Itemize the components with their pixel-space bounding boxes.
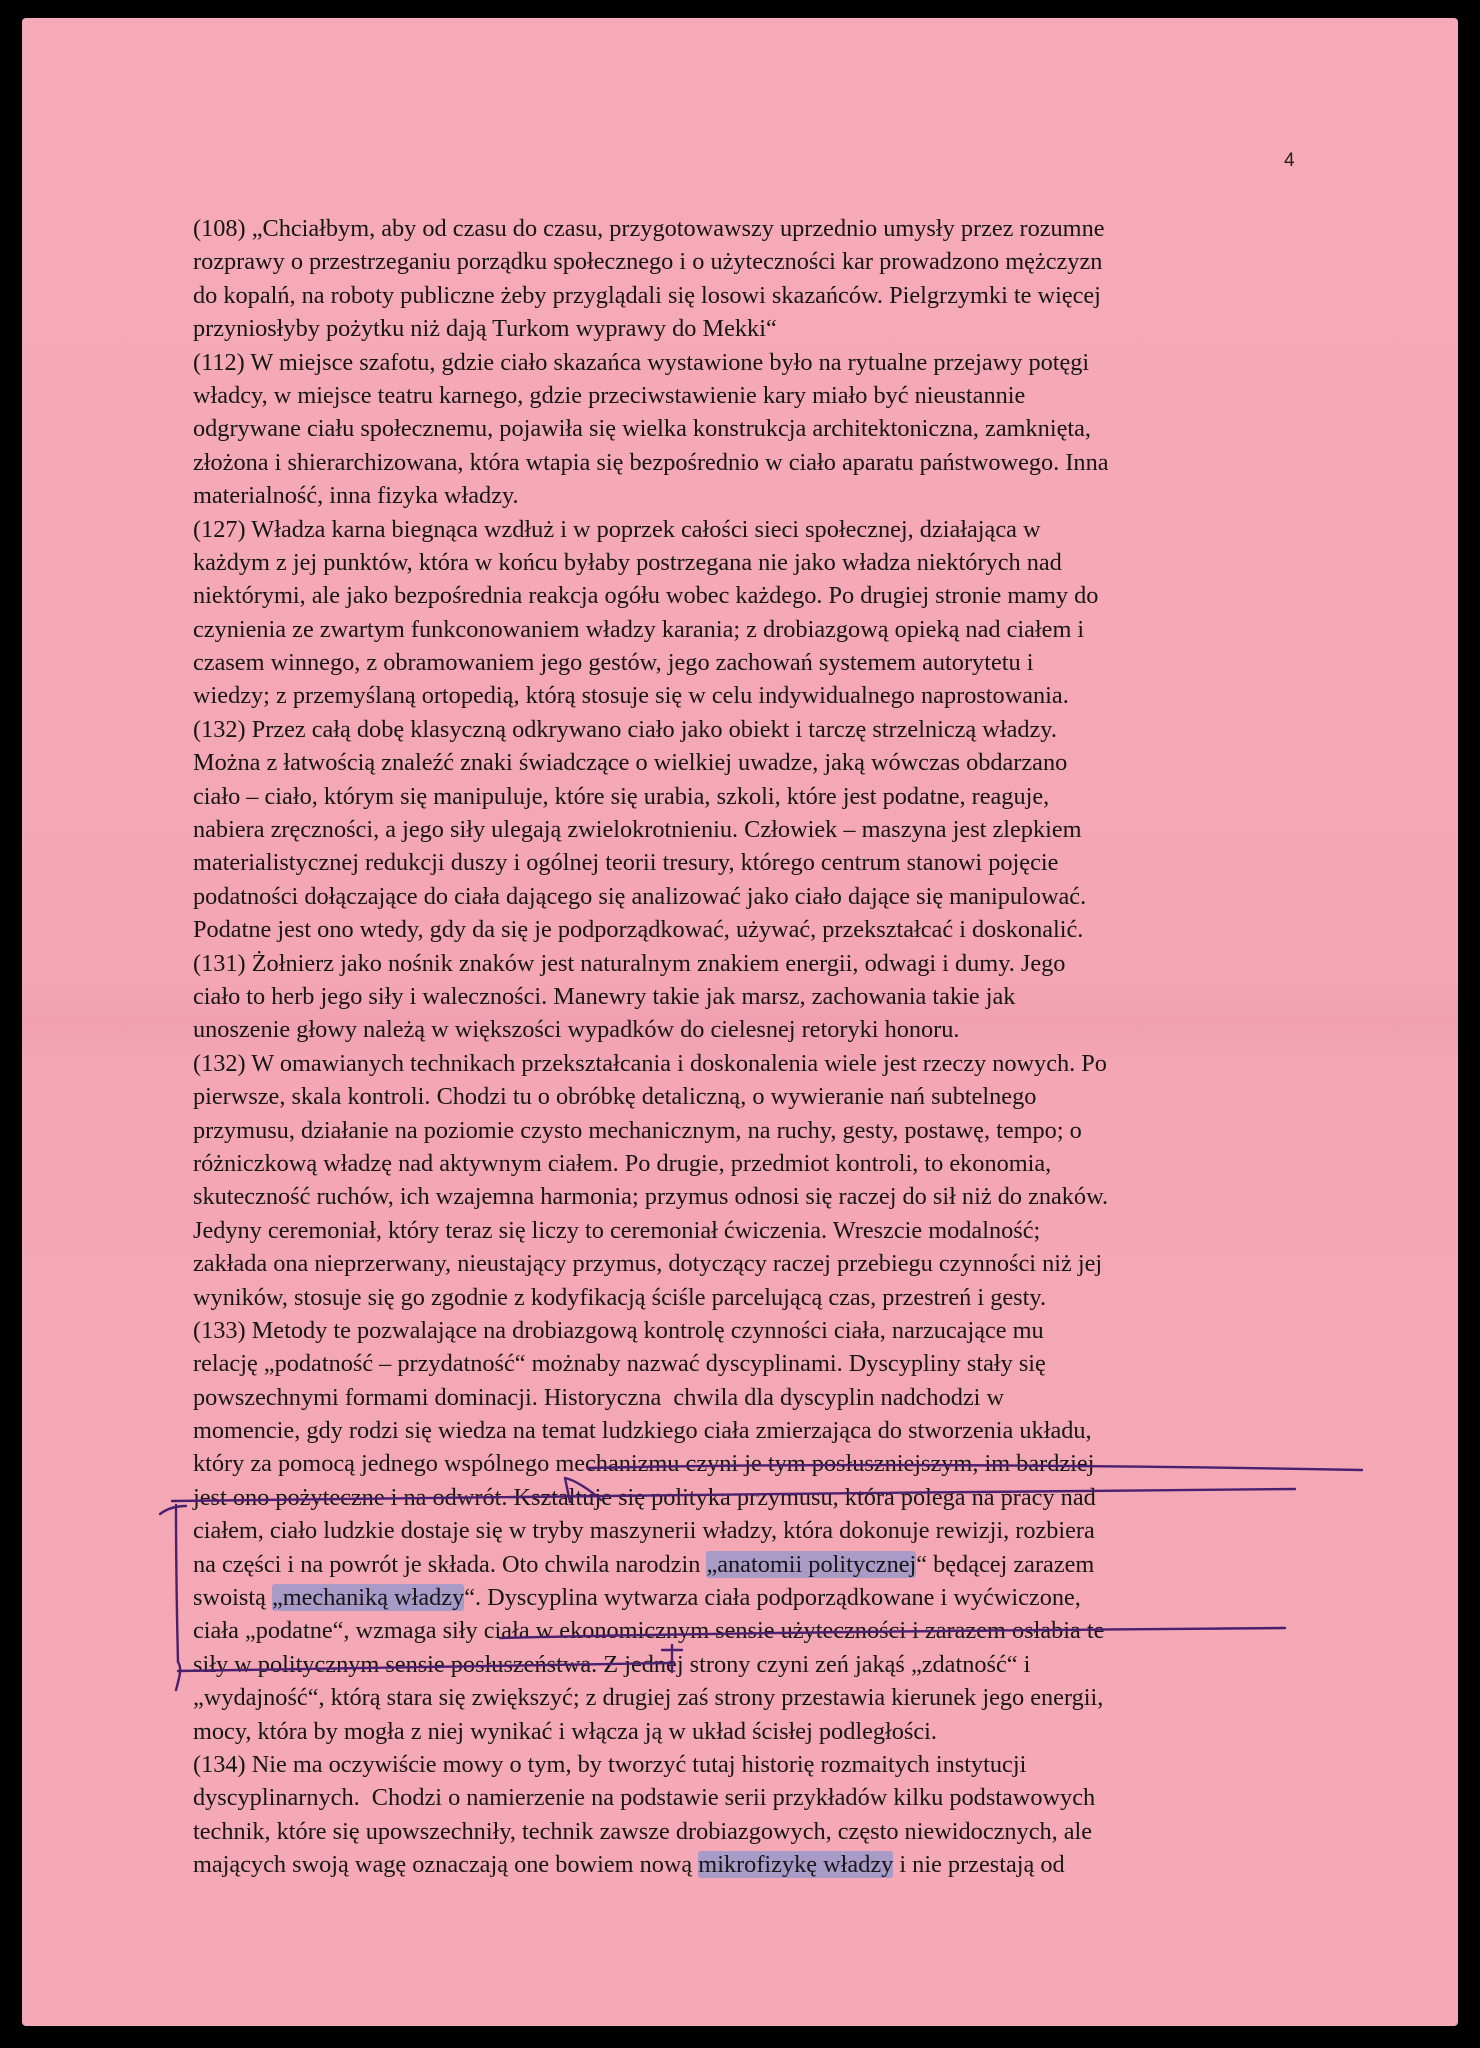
text-line: (134) Nie ma oczywiście mowy o tym, by tworzyć tutaj historię rozmaitych instytucji [193, 1750, 1027, 1778]
text-line: nabiera zręczności, a jego siły ulegają zwielokrotnieniu. Człowiek – maszyna jest zlepkiem [193, 816, 1082, 844]
text-line: przymusu, działanie na poziomie czysto mechanicznym, na ruchy, gesty, postawę, tempo; o [193, 1116, 1082, 1144]
text-segment: mających swoją wagę oznaczają one bowiem nową [193, 1851, 699, 1879]
text-line: ciałem, ciało ludzkie dostaje się w tryby maszynerii władzy, która dokonuje rewizji, rozbiera [193, 1517, 1095, 1545]
text-line: materialistycznej redukcji duszy i ogólnej teorii tresury, którego centrum stanowi pojęcie [193, 849, 1059, 877]
text-line: wiedzy; z przemyślaną ortopedią, którą stosuje się w celu indywidualnego naprostowania. [193, 682, 1069, 710]
text-line: (127) Władza karna biegnąca wzdłuż i w poprzek całości sieci społecznej, działająca w [193, 515, 1041, 543]
text-line: skuteczność ruchów, ich wzajemna harmonia; przymus odnosi się raczej do sił niż do znaków. [193, 1183, 1109, 1211]
document-body [193, 212, 1323, 1882]
text-segment: na części i na powrót je składa. Oto chwila narodzin [193, 1550, 707, 1578]
text-line: czynienia ze zwartym funkconowaniem władzy karania; z drobiazgową opieką nad ciałem i [193, 615, 1085, 643]
text-line: złożona i shierarchizowana, która wtapia się bezpośrednio w ciało aparatu państwowego. Inna [193, 448, 1109, 476]
text-line: zakłada ona nieprzerwany, nieustający przymus, dotyczący raczej przebiegu czynności niż jej [193, 1250, 1103, 1278]
paragraph-108 [193, 212, 1323, 346]
text-line: materialność, inna fizyka władzy. [193, 482, 519, 510]
text-line: władcy, w miejsce teatru karnego, gdzie przeciwstawienie kary miało być nieustannie [193, 381, 1026, 409]
text-line: Podatne jest ono wtedy, gdy da się je podporządkować, używać, przekształcać i doskonalić. [193, 916, 1084, 944]
text-line [193, 1548, 1323, 1581]
text-line: (132) Przez całą dobę klasyczną odkrywano ciało jako obiekt i tarczę strzelniczą władzy. [193, 715, 1057, 743]
text-segment: swoistą [193, 1584, 272, 1612]
text-line: odgrywane ciału społecznemu, pojawiła się wielka konstrukcja architektoniczna, zamknięta, [193, 415, 1091, 443]
text-line: powszechnymi formami dominacji. Historyczna chwila dla dyscyplin nadchodzi w [193, 1383, 1005, 1411]
highlighted-phrase: mikrofizykę władzy [698, 1851, 894, 1879]
text-line: pierwsze, skala kontroli. Chodzi tu o obróbkę detaliczną, o wywieranie nań subtelnego [193, 1083, 1037, 1111]
text-line: który za pomocą jednego wspólnego mechanizmu czyni je tym posłuszniejszym, im bardziej [193, 1450, 1095, 1478]
paragraph-134 [193, 1748, 1323, 1882]
text-line: technik, które się upowszechniły, technik zawsze drobiazgowych, często niewidocznych, ale [193, 1817, 1093, 1845]
highlighted-phrase: „mechaniką władzy [271, 1584, 465, 1612]
text-line: przyniosłyby pożytku niż dają Turkom wyprawy do Mekki“ [193, 315, 777, 343]
text-line: rozprawy o przestrzeganiu porządku społecznego i o użyteczności kar prowadzono mężczyzn [193, 248, 1103, 276]
text-line: unoszenie głowy należą w większości wypadków do cielesnej retoryki honoru. [193, 1016, 960, 1044]
page-number: 4 [1284, 150, 1295, 171]
text-line [193, 1581, 1323, 1614]
text-line: (112) W miejsce szafotu, gdzie ciało skazańca wystawione było na rytualne przejawy potęgi [193, 348, 1090, 376]
text-line: podatności dołączające do ciała dającego się analizować jako ciało dające się manipulować. [193, 882, 1087, 910]
highlighted-phrase: „anatomii politycznej [706, 1550, 917, 1578]
text-line: każdym z jej punktów, która w końcu byłaby postrzegana nie jako władza niektórych nad [193, 548, 1062, 576]
text-line: momencie, gdy rodzi się wiedza na temat ludzkiego ciała zmierzająca do stworzenia układu, [193, 1417, 1092, 1445]
text-line: ciało to herb jego siły i waleczności. Manewry takie jak marsz, zachowania takie jak [193, 982, 1016, 1010]
text-line: dyscyplinarnych. Chodzi o namierzenie na podstawie serii przykładów kilku podstawowych [193, 1784, 1096, 1812]
text-line: Można z łatwością znaleźć znaki świadczące o wielkiej uwadze, jaką wówczas obdarzano [193, 749, 1068, 777]
text-line: wyników, stosuje się go zgodnie z kodyfikacją ściśle parcelującą czas, przestreń i gesty. [193, 1283, 1047, 1311]
text-line: (133) Metody te pozwalające na drobiazgową kontrolę czynności ciała, narzucające mu [193, 1316, 1044, 1344]
text-line: (108) „Chciałbym, aby od czasu do czasu, przygotowawszy uprzednio umysły przez rozumne [193, 215, 1105, 242]
text-line: do kopalń, na roboty publiczne żeby przyglądali się losowi skazańców. Pielgrzymki te więcej [193, 281, 1101, 309]
text-line: niektórymi, ale jako bezpośrednia reakcja ogółu wobec każdego. Po drugiej stronie mamy do [193, 582, 1099, 610]
text-line: „wydajność“, którą stara się zwiększyć; z drugiej zaś strony przestawia kierunek jego energii, [193, 1684, 1104, 1712]
text-line: czasem winnego, z obramowaniem jego gestów, jego zachowań systemem autorytetu i [193, 649, 1034, 677]
text-segment: “. Dyscyplina wytwarza ciała podporządkowane i wyćwiczone, [464, 1584, 1081, 1612]
text-line: siły w politycznym sensie posłuszeństwa. Z jednej strony czyni zeń jakąś „zdatność“ i [193, 1650, 1031, 1678]
paragraph-132-b [193, 1047, 1323, 1314]
text-segment: i nie przestają od [893, 1851, 1065, 1879]
text-line: relację „podatność – przydatność“ możnaby nazwać dyscyplinami. Dyscypliny stały się [193, 1350, 1046, 1378]
text-line: ciało – ciało, którym się manipuluje, które się urabia, szkoli, które jest podatne, reaguje, [193, 782, 1050, 810]
text-line [193, 1848, 1323, 1881]
paragraph-133 [193, 1314, 1323, 1748]
paragraph-131 [193, 947, 1323, 1047]
paper-sheet [22, 18, 1458, 2026]
text-line: (131) Żołnierz jako nośnik znaków jest naturalnym znakiem energii, odwagi i dumy. Jego [193, 949, 1066, 977]
paragraph-132-a [193, 713, 1323, 947]
paragraph-112 [193, 346, 1323, 513]
text-line: różniczkową władzę nad aktywnym ciałem. Po drugie, przedmiot kontroli, to ekonomia, [193, 1149, 1052, 1177]
paragraph-127 [193, 513, 1323, 713]
text-line: Jedyny ceremoniał, który teraz się liczy to ceremoniał ćwiczenia. Wreszcie modalność; [193, 1216, 1041, 1244]
text-line: ciała „podatne“, wzmaga siły ciała w ekonomicznym sensie użyteczności i zarazem osłabia te [193, 1617, 1105, 1645]
text-line: jest ono pożyteczne i na odwrót. Kształtuje się polityka przymusu, która polega na pracy nad [193, 1483, 1096, 1511]
text-segment: “ będącej zarazem [916, 1550, 1095, 1578]
text-line: (132) W omawianych technikach przekształcania i doskonalenia wiele jest rzeczy nowych. Po [193, 1049, 1107, 1077]
text-line: mocy, która by mogła z niej wynikać i włącza ją w układ ścisłej podległości. [193, 1717, 937, 1745]
